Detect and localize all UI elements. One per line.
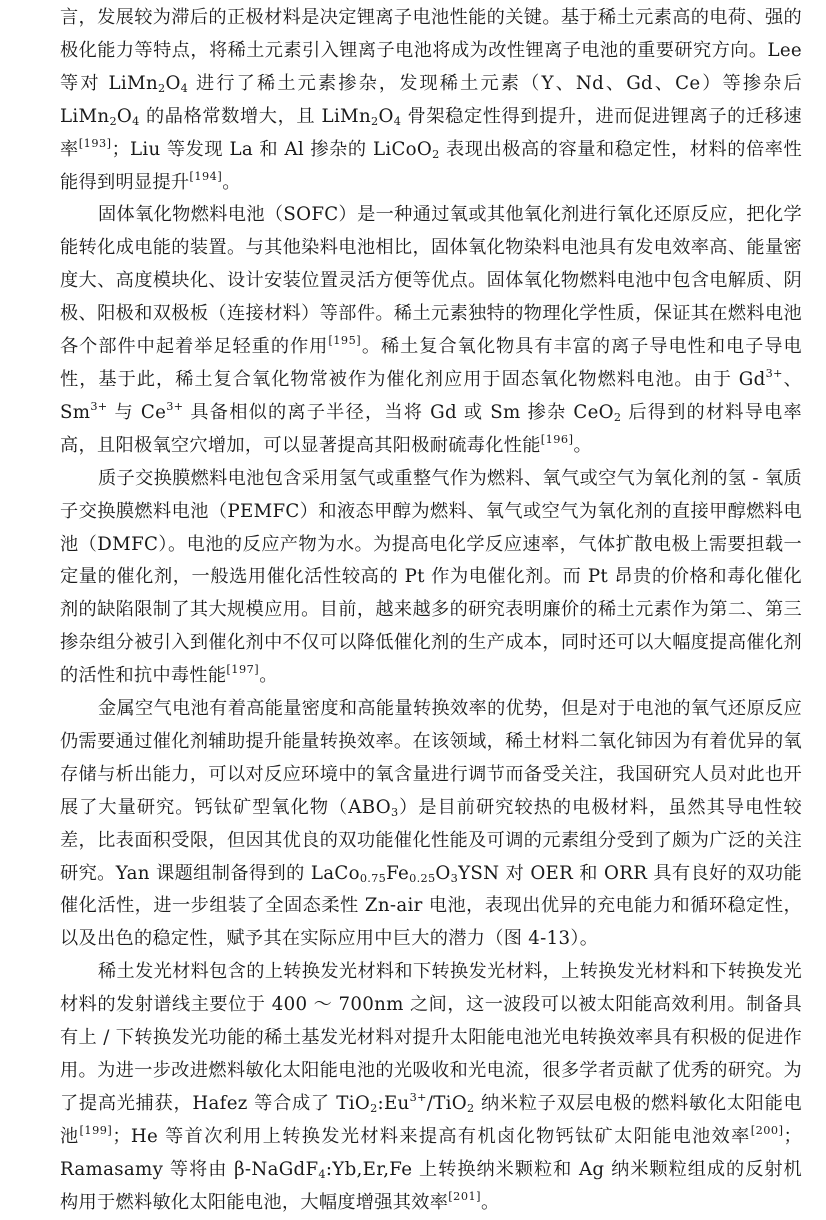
text-run: ）是目前研究较热的电极材料，虽然其导电性较差，比表面积受限，但因其优良的双功能催化性能及可调的元素组分受到了颇为广泛的关注研究。Yan 课题组制备得到的 LaCo (60, 796, 802, 884)
subscript: 2 (370, 1102, 378, 1116)
text-run: 言，发展较为滞后的正极材料是决定锂离子电池性能的关键。基于稀土元素高的电荷、强的极化能力等特点，将稀土元素引入锂离子电池将成为改性锂离子电池的重要研究方向。Lee 等对 LiMn (60, 7, 802, 94)
text-run: 固体氧化物燃料电池（SOFC）是一种通过氧或其他氧化剂进行氧化还原反应，把化学能转化成电能的装置。与其他染料电池相比，固体氧化物染料电池具有发电效率高、能量密度大、高度模块化、设计安装位置灵活方便等优点。固体氧化物燃料电池中包含电解质、阴极、阳极和双极板（连接材料）等部件。稀土元素独特的物理化学性质，保证其在燃料电池各个部件中起着举足轻重的作用 (60, 204, 802, 358)
subscript: 0.25 (409, 871, 436, 885)
superscript: 3+ (90, 399, 108, 413)
text-run: :Eu (377, 1092, 410, 1114)
text-run: Fe (386, 862, 410, 884)
subscript: 0.75 (359, 871, 387, 885)
text-run: ；He 等首次利用上转换发光材料来提高有机卤化物钙钛矿太阳能电池效率 (112, 1125, 751, 1147)
paragraph (60, 956, 802, 1219)
subscript: 4 (132, 114, 140, 128)
paragraph (60, 199, 802, 462)
text-run: 骨架稳定性得到提升，进而促进锂离子的迁移速率 (60, 105, 802, 160)
subscript: 2 (371, 114, 379, 128)
citation-ref: [197] (226, 663, 260, 677)
text-run: 后得到的材料导电率高，且阳极氧空穴增加，可以显著提高其阳极耐硫毒化性能 (60, 401, 802, 456)
text-run: 。稀土复合氧化物具有丰富的离子导电性和电子导电性，基于此，稀土复合氧化物常被作为催化剂应用于固态氧化物燃料电池。由于 Gd (60, 336, 802, 390)
superscript: 3+ (409, 1090, 427, 1104)
subscript: 4 (318, 1167, 326, 1181)
superscript: 3+ (166, 399, 184, 413)
text-run: :Yb,Er,Fe 上转换纳米颗粒和 Ag 纳米颗粒组成的反射机构用于燃料敏化太阳能电池，大幅度增强其效率 (60, 1158, 802, 1213)
citation-ref: [194] (189, 169, 223, 183)
text-run: O (435, 862, 451, 884)
text-run: 质子交换膜燃料电池包含采用氢气或重整气作为燃料、氧气或空气为氧化剂的氢 - 氧质子交换膜燃料电池（PEMFC）和液态甲醇为燃料、氧气或空气为氧化剂的直接甲醇燃料电池（DMFC）。电池的反应产物为水。为提高电化学反应速率，气体扩散电极上需要担载一定量的催化剂，一般选用催化活性较高的 Pt 作为电催化剂。而 Pt 昂贵的价格和毒化催化剂的缺陷限制了其大规模应用。目前，越来越多的研究表明廉价的稀土元素作为第二、第三掺杂组分被引入到催化剂中不仅可以降低催化剂的生产成本，同时还可以大幅度提高催化剂的活性和抗中毒性能 (60, 467, 802, 687)
text-run: 。 (481, 1191, 500, 1213)
subscript: 2 (432, 147, 440, 161)
subscript: 3 (450, 871, 459, 885)
subscript: 2 (466, 1102, 475, 1116)
text-run: 。 (259, 665, 278, 687)
paragraph (60, 463, 802, 693)
paragraph (60, 2, 802, 199)
text-run: 。 (222, 171, 241, 193)
text-run: O (165, 72, 181, 94)
citation-ref: [201] (448, 1189, 482, 1203)
citation-ref: [199] (79, 1123, 113, 1137)
citation-ref: [196] (540, 432, 574, 446)
text-run: 表现出极高的容量和稳定性，材料的倍率性能得到明显提升 (60, 138, 802, 193)
text-run: O (116, 105, 133, 127)
text-run: 、Sm (60, 368, 802, 423)
text-run: ；Liu 等发现 La 和 Al 掺杂的 LiCoO (111, 138, 433, 160)
text-run: /TiO (426, 1092, 467, 1114)
text-run: 进行了稀土元素掺杂，发现稀土元素（Y、Nd、Gd、Ce）等掺杂后 LiMn (60, 72, 802, 127)
citation-ref: [193] (78, 136, 112, 150)
text-run: 稀土发光材料包含的上转换发光材料和下转换发光材料，上转换发光材料和下转换发光材料的发射谱线主要位于 400 ～ 700nm 之间，这一波段可以被太阳能高效利用。制备具有上 / 下转换发光功能的稀土基发光材料对提升太阳能电池光电转换效率具有积极的促进作用。为进一步改进燃料敏化太阳能电池的光吸收和光电流，很多学者贡献了优秀的研究。为了提高光捕获，Hafez 等合成了 TiO (60, 961, 802, 1114)
text-run: 与 Ce (107, 401, 167, 423)
subscript: 2 (157, 81, 166, 95)
superscript: 3+ (765, 366, 783, 380)
text-run: 的晶格常数增大，且 LiMn (139, 105, 371, 127)
subscript: 4 (180, 81, 189, 95)
paragraph (60, 693, 802, 956)
text-run: 。 (573, 434, 592, 456)
text-run: YSN 对 OER 和 ORR 具有良好的双功能催化活性，进一步组装了全固态柔性 Zn-air 电池，表现出优异的充电能力和循环稳定性，以及出色的稳定性，赋予其在实际应用中巨大的潜力（图 4-13）。 (60, 862, 803, 950)
citation-ref: [200] (750, 1123, 784, 1137)
subscript: 3 (390, 805, 399, 819)
text-run: O (378, 105, 394, 127)
subscript: 2 (109, 114, 117, 128)
text-run: 金属空气电池有着高能量密度和高能量转换效率的优势，但是对于电池的氧气还原反应仍需要通过催化剂辅助提升能量转换效率。在该领域，稀土材料二氧化铈因为有着优异的氧存储与析出能力，可以对反应环境中的氧含量进行调节而备受关注，我国研究人员对此也开展了大量研究。钙钛矿型氧化物（ABO (60, 698, 802, 818)
text-run: ；Ramasamy 等将由 β-NaGdF (60, 1125, 802, 1180)
subscript: 4 (393, 114, 402, 128)
body-text (60, 2, 802, 1220)
subscript: 2 (613, 411, 622, 425)
citation-ref: [195] (328, 333, 362, 347)
text-run: 纳米粒子双层电极的燃料敏化太阳能电池 (60, 1092, 802, 1147)
text-run: 具备相似的离子半径，当将 Gd 或 Sm 掺杂 CeO (183, 401, 614, 423)
